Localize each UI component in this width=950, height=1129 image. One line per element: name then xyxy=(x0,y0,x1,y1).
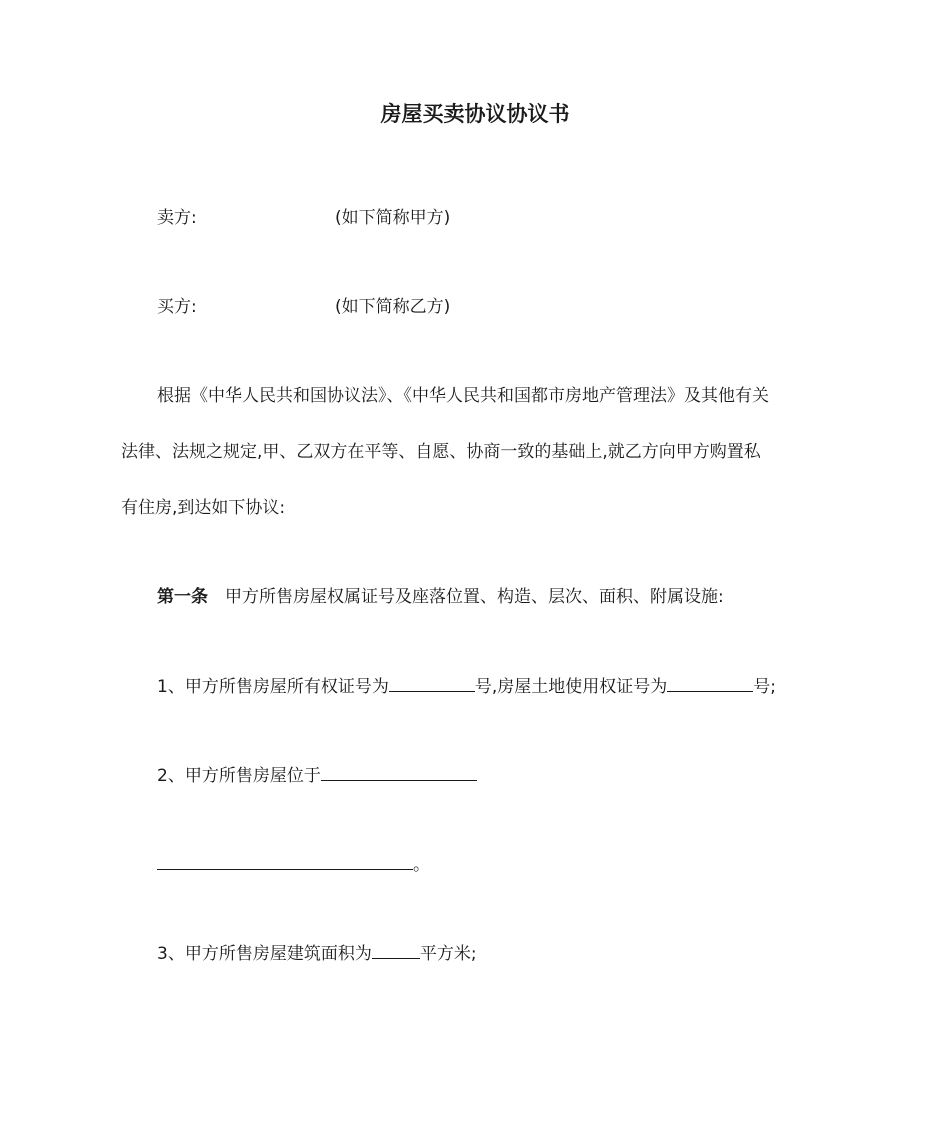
article-1-heading: 第一条 xyxy=(157,587,208,607)
item-3-prefix: 3、甲方所售房屋建筑面积为 xyxy=(157,944,372,964)
ownership-cert-blank xyxy=(389,673,475,692)
item-1 xyxy=(157,673,776,700)
item-1-middle: 号,房屋土地使用权证号为 xyxy=(474,677,668,697)
area-blank xyxy=(372,940,420,959)
item-3 xyxy=(157,940,477,967)
document-title: 房屋买卖协议协议书 xyxy=(380,102,570,126)
article-1-text: 甲方所售房屋权属证号及座落位置、构造、层次、面积、附属设施: xyxy=(225,587,724,607)
item-2-suffix: 。 xyxy=(413,855,430,875)
item-2 xyxy=(157,762,477,789)
buyer-note: (如下简称乙方) xyxy=(335,297,451,317)
item-1-prefix: 1、甲方所售房屋所有权证号为 xyxy=(157,677,389,697)
preamble-line-3: 有住房,到达如下协议: xyxy=(121,498,286,518)
item-3-suffix: 平方米; xyxy=(419,944,477,964)
item-2-prefix: 2、甲方所售房屋位于 xyxy=(157,766,321,786)
item-1-suffix: 号; xyxy=(753,677,776,697)
location-blank-1 xyxy=(321,762,477,781)
buyer-label: 买方: xyxy=(157,297,197,317)
buyer-line xyxy=(157,294,450,320)
preamble-line-2: 法律、法规之规定,甲、乙双方在平等、自愿、协商一致的基础上,就乙方向甲方购置私 xyxy=(121,442,761,462)
location-blank-2 xyxy=(157,851,413,870)
item-2-continued xyxy=(157,851,430,878)
seller-label: 卖方: xyxy=(157,208,197,228)
preamble-line-1: 根据《中华人民共和国协议法》、《中华人民共和国都市房地产管理法》及其他有关 xyxy=(157,386,769,406)
seller-line xyxy=(157,205,450,231)
article-1 xyxy=(157,584,724,610)
land-use-cert-blank xyxy=(667,673,753,692)
seller-note: (如下简称甲方) xyxy=(335,208,451,228)
